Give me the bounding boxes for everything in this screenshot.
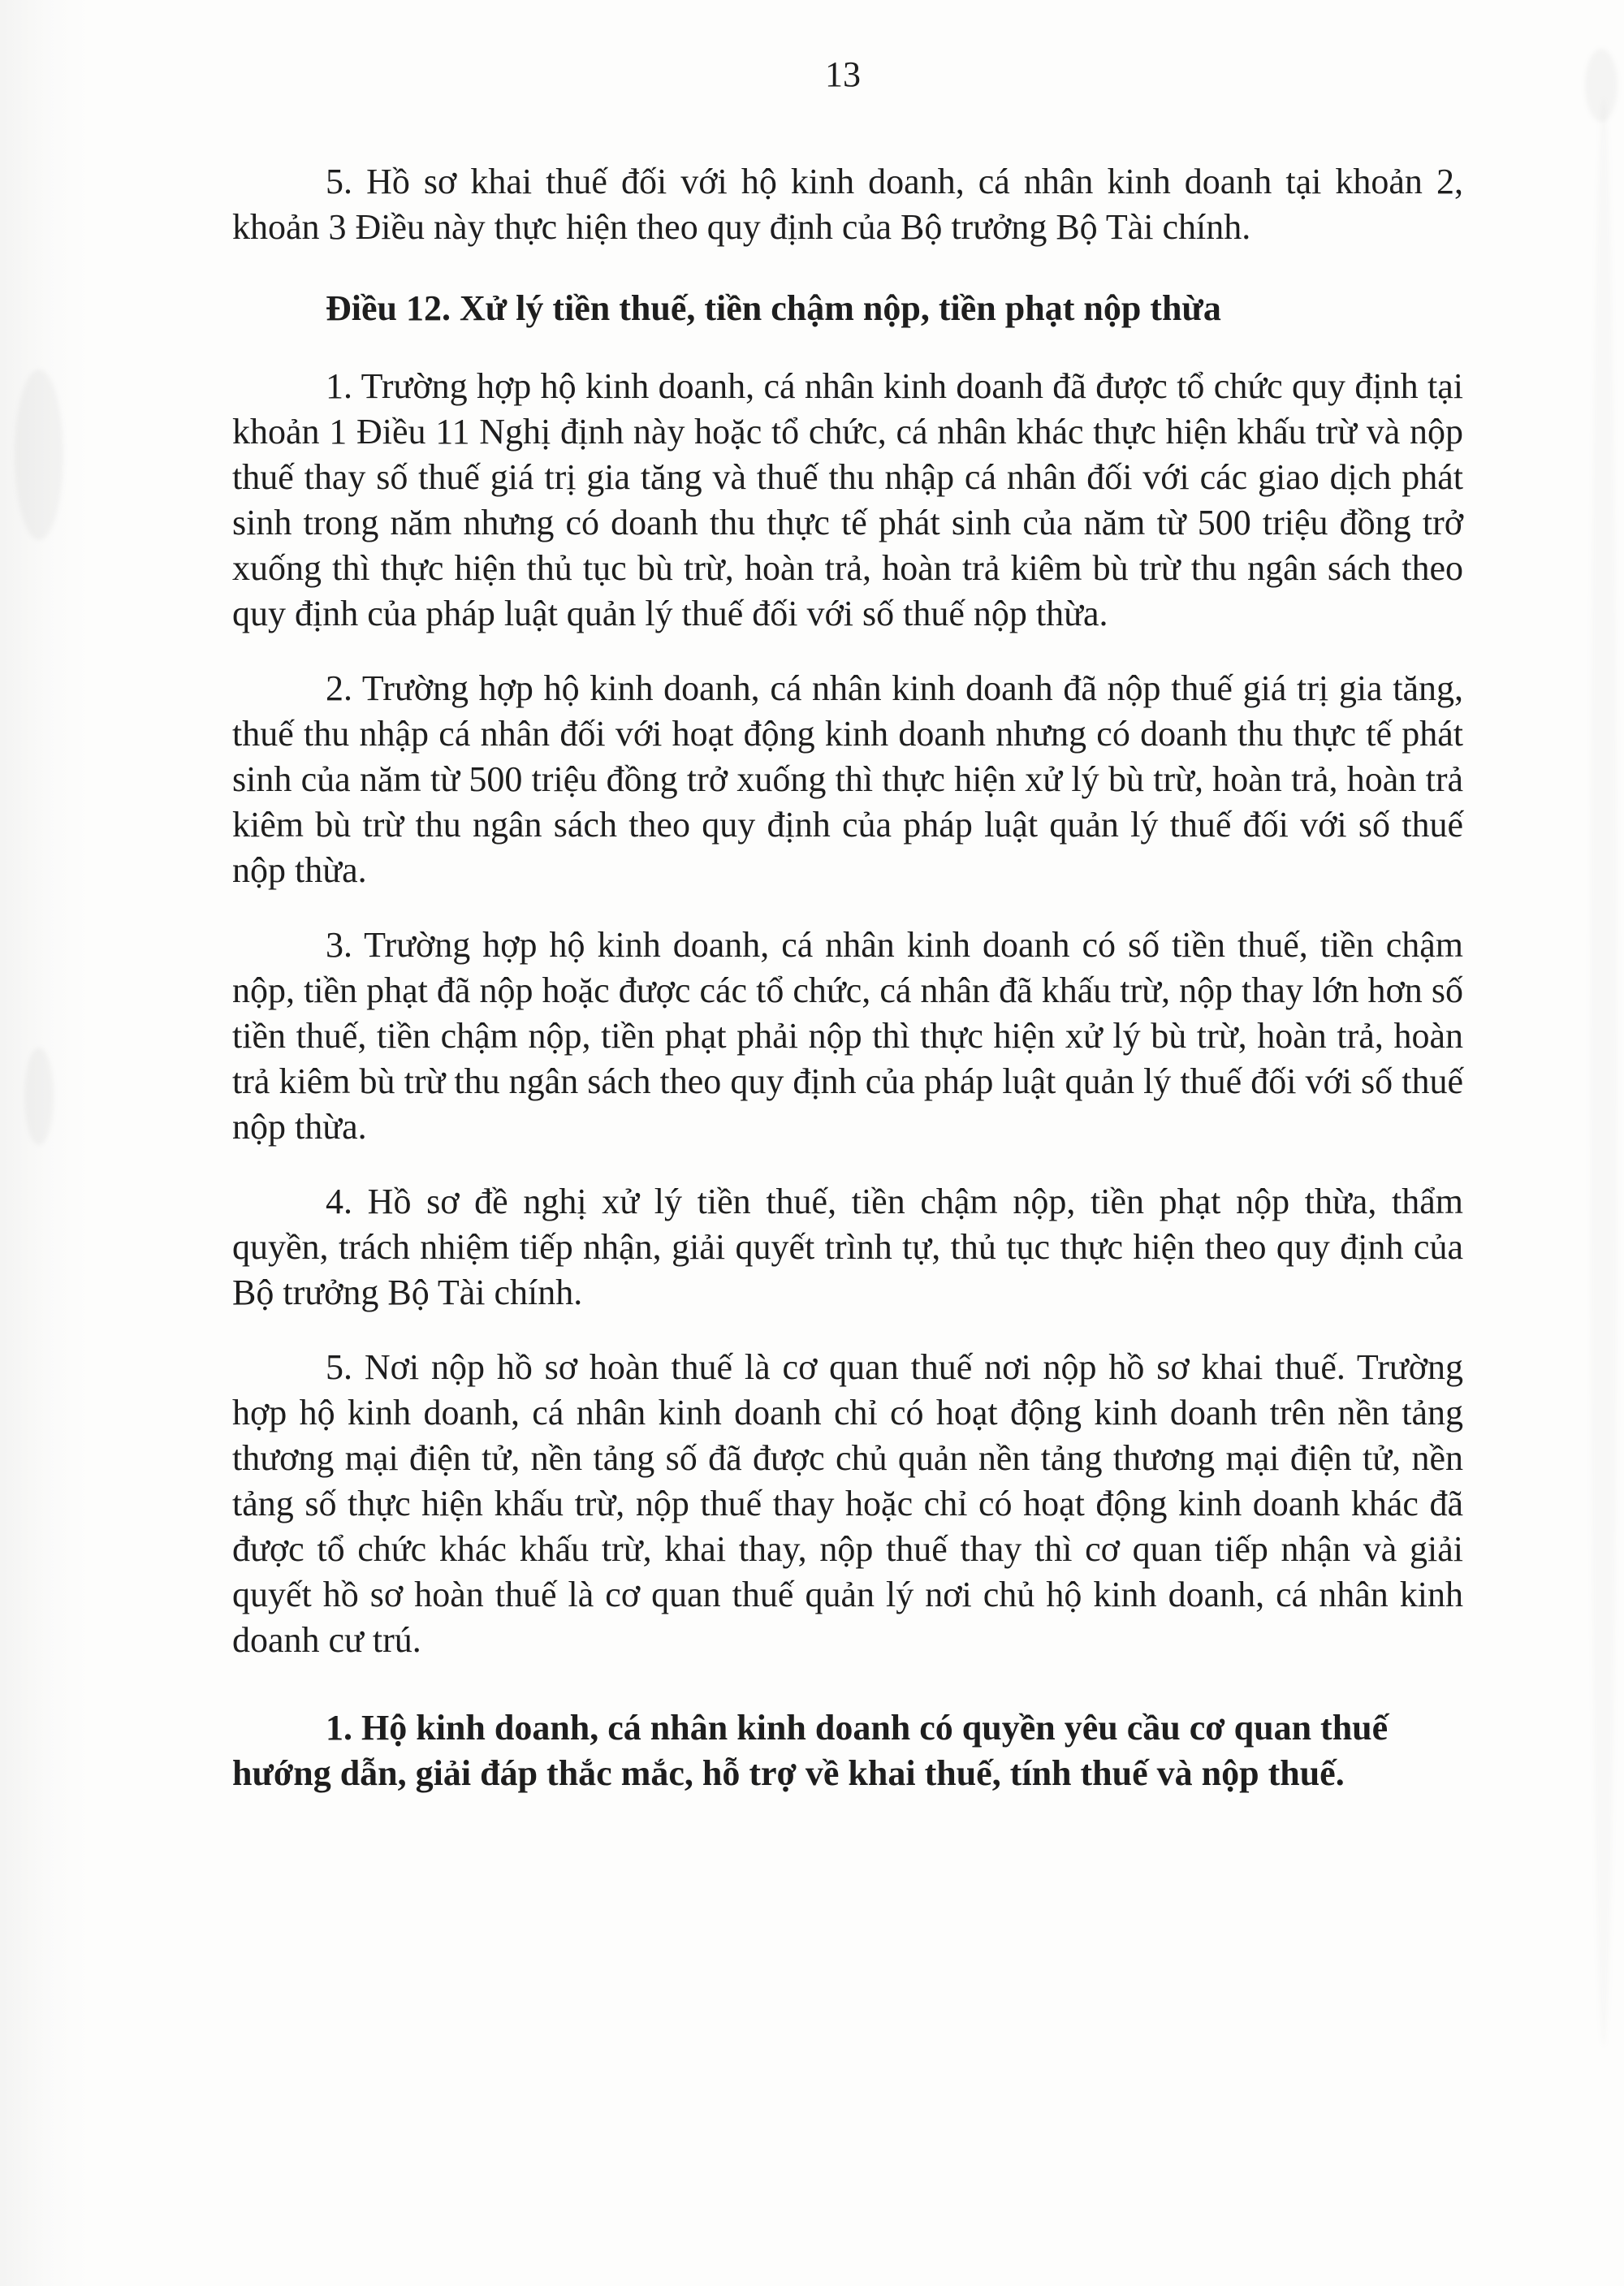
- scan-artifact: [1590, 97, 1618, 2046]
- scan-artifact: [24, 1048, 54, 1145]
- article-13-heading: 1. Hộ kinh doanh, cá nhân kinh doanh có quyền yêu cầu cơ quan thuế hướng dẫn, giải đáp thắc mắc, hỗ trợ về khai thuế, tính thuế và nộp thuế.: [232, 1708, 1389, 1793]
- article-12-clause-5: 5. Nơi nộp hồ sơ hoàn thuế là cơ quan thuế nơi nộp hồ sơ khai thuế. Trường hợp hộ kinh doanh, cá nhân kinh doanh chỉ có hoạt động kinh doanh trên nền tảng thương mại điện tử, nền tảng số đã được chủ quản nền tảng thương mại điện tử, nền tảng số thực hiện khấu trừ, nộp thuế thay hoặc chỉ có hoạt động kinh doanh khác đã được tổ chức khác khấu trừ, khai thay, nộp thuế thay thì cơ quan tiếp nhận và giải quyết hồ sơ hoàn thuế là cơ quan thuế quản lý nơi chủ hộ kinh doanh, cá nhân kinh doanh cư trú.: [232, 1347, 1463, 1660]
- article-12-clause-4: 4. Hồ sơ đề nghị xử lý tiền thuế, tiền chậm nộp, tiền phạt nộp thừa, thẩm quyền, trách nhiệm tiếp nhận, giải quyết trình tự, thủ tục thực hiện theo quy định của Bộ trưởng Bộ Tài chính.: [232, 1182, 1463, 1312]
- scan-artifact: [15, 369, 63, 540]
- article-12-clause-2: 2. Trường hợp hộ kinh doanh, cá nhân kinh doanh đã nộp thuế giá trị gia tăng, thuế thu nhập cá nhân đối với hoạt động kinh doanh nhưng có doanh thu thực tế phát sinh của năm từ 500 triệu đồng trở xuống thì thực hiện xử lý bù trừ, hoàn trả, hoàn trả kiêm bù trừ thu ngân sách theo quy định của pháp luật quản lý thuế đối với số thuế nộp thừa.: [232, 668, 1463, 890]
- document-content: [232, 159, 1463, 1829]
- article-12-clause-3: 3. Trường hợp hộ kinh doanh, cá nhân kinh doanh có số tiền thuế, tiền chậm nộp, tiền phạt đã nộp hoặc được các tổ chức, cá nhân đã khấu trừ, nộp thay lớn hơn số tiền thuế, tiền chậm nộp, tiền phạt phải nộp thì thực hiện xử lý bù trừ, hoàn trả, hoàn trả kiêm bù trừ thu ngân sách theo quy định của pháp luật quản lý thuế đối với số thuế nộp thừa.: [232, 925, 1463, 1147]
- article-12-clause-1: 1. Trường hợp hộ kinh doanh, cá nhân kinh doanh đã được tổ chức quy định tại khoản 1 Điều 11 Nghị định này hoặc tổ chức, cá nhân khác thực hiện khấu trừ và nộp thuế thay số thuế giá trị gia tăng và thuế thu nhập cá nhân đối với các giao dịch phát sinh trong năm nhưng có doanh thu thực tế phát sinh của năm từ 500 triệu đồng trở xuống thì thực hiện thủ tục bù trừ, hoàn trả, hoàn trả kiêm bù trừ thu ngân sách theo quy định của pháp luật quản lý thuế đối với số thuế nộp thừa.: [232, 366, 1463, 633]
- article-12-heading: Điều 12. Xử lý tiền thuế, tiền chậm nộp, tiền phạt nộp thừa: [326, 288, 1221, 328]
- page-number: 13: [825, 54, 861, 94]
- paragraph-clause5-article11: 5. Hồ sơ khai thuế đối với hộ kinh doanh, cá nhân kinh doanh tại khoản 2, khoản 3 Điều này thực hiện theo quy định của Bộ trưởng Bộ Tài chính.: [232, 162, 1463, 247]
